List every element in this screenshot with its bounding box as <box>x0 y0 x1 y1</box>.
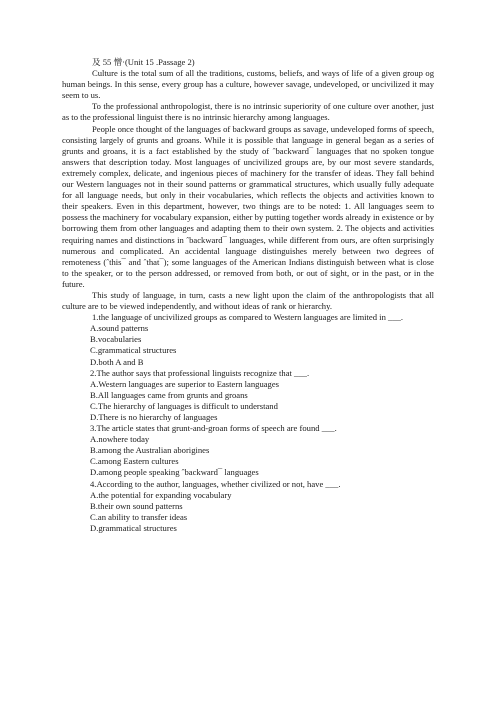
question-stem: 3.The article states that grunt-and-groan forms of speech are found ___. <box>90 423 337 434</box>
option-b: B.among the Australian aborigines <box>90 445 210 456</box>
options-list <box>62 490 434 534</box>
option-a: A.the potential for expanding vocabulary <box>90 489 232 500</box>
option-b: B.All languages came from grunts and groans <box>90 389 248 400</box>
passage-heading: 及 55 憎·(Unit 15 .Passage 2) <box>92 57 195 67</box>
options-list <box>62 434 434 478</box>
paragraph-4: This study of language, in turn, casts a new light upon the claim of the anthropologists that all culture are to be viewed independently, and without ideas of rank or hierarchy. <box>62 289 434 312</box>
option-b: B.vocabularies <box>90 334 142 345</box>
question-2 <box>62 368 434 423</box>
option-a: A.Western languages are superior to Eastern languages <box>90 378 280 389</box>
question-stem: 4.According to the author, languages, whether civilized or not, have ___. <box>90 478 341 489</box>
option-d: D.among people speaking ˆbackward¯ languages <box>90 467 259 478</box>
option-c: C.an ability to transfer ideas <box>90 511 188 522</box>
question-1 <box>62 312 434 367</box>
document-content <box>62 57 434 534</box>
question-stem: 2.The author says that professional linguists recognize that ___. <box>90 367 310 378</box>
option-b: B.their own sound patterns <box>90 500 183 511</box>
paragraph-2: To the professional anthropologist, there is no intrinsic superiority of one culture over another, just as to the professional linguist there is no intrinsic hierarchy among languages. <box>62 101 434 123</box>
question-stem: 1.the language of uncivilized groups as compared to Western languages are limited in ___. <box>92 312 404 323</box>
paragraph-3: People once thought of the languages of backward groups as savage, undeveloped forms of speech, consisting largely of grunts and groans. While it is possible that language in general began as a series of grunts and groans, it is a fact established by the study of ˆbackward¯ languages that no spoken tongue answers that description today. Most languages of uncivilized groups are, by our most severe standards, extremely complex, delicate, and ingenious pieces of machinery for the transfer of ideas. They fall behind our Western languages not in their sound patterns or grammatical structures, which usually fully adequate for all language needs, but only in their vocabularies, which reflects the objects and activities known to their speakers. Even in this department, however, two things are to be noted: 1. All languages seem to possess the machinery for vocabulary expansion, either by putting together words already in existence or by borrowing them from other languages and adapting them to their own system. 2. The objects and activities requiring names and distinctions in ˆbackward¯ languages, while different from ours, are often surprisingly numerous and complicated. An accidental language distinguishes merely between two degrees of remoteness (ˆthis¯ and ˆthat¯); some languages of the American Indians distinguish between what is close to the speaker, or to the person addressed, or removed from both, or out of sight, or in the past, or in the future. <box>62 123 434 289</box>
options-list <box>62 379 434 423</box>
question-4 <box>62 479 434 534</box>
option-d: D.both A and B <box>90 356 144 367</box>
paragraph-1: Culture is the total sum of all the traditions, customs, beliefs, and ways of life of a given group og human beings. In this sense, every group has a culture, however savage, undeveloped, or uncivilized it may seem to us. <box>62 68 434 101</box>
option-d: D.grammatical structures <box>90 522 177 533</box>
question-3 <box>62 423 434 478</box>
option-a: A.nowhere today <box>90 434 150 445</box>
option-c: C.among Eastern cultures <box>90 456 179 467</box>
option-d: D.There is no hierarchy of languages <box>90 412 218 422</box>
options-list <box>62 323 434 367</box>
option-c: C.grammatical structures <box>90 345 177 356</box>
option-a: A.sound patterns <box>90 323 149 334</box>
option-c: C.The hierarchy of languages is difficult to understand <box>90 400 278 411</box>
